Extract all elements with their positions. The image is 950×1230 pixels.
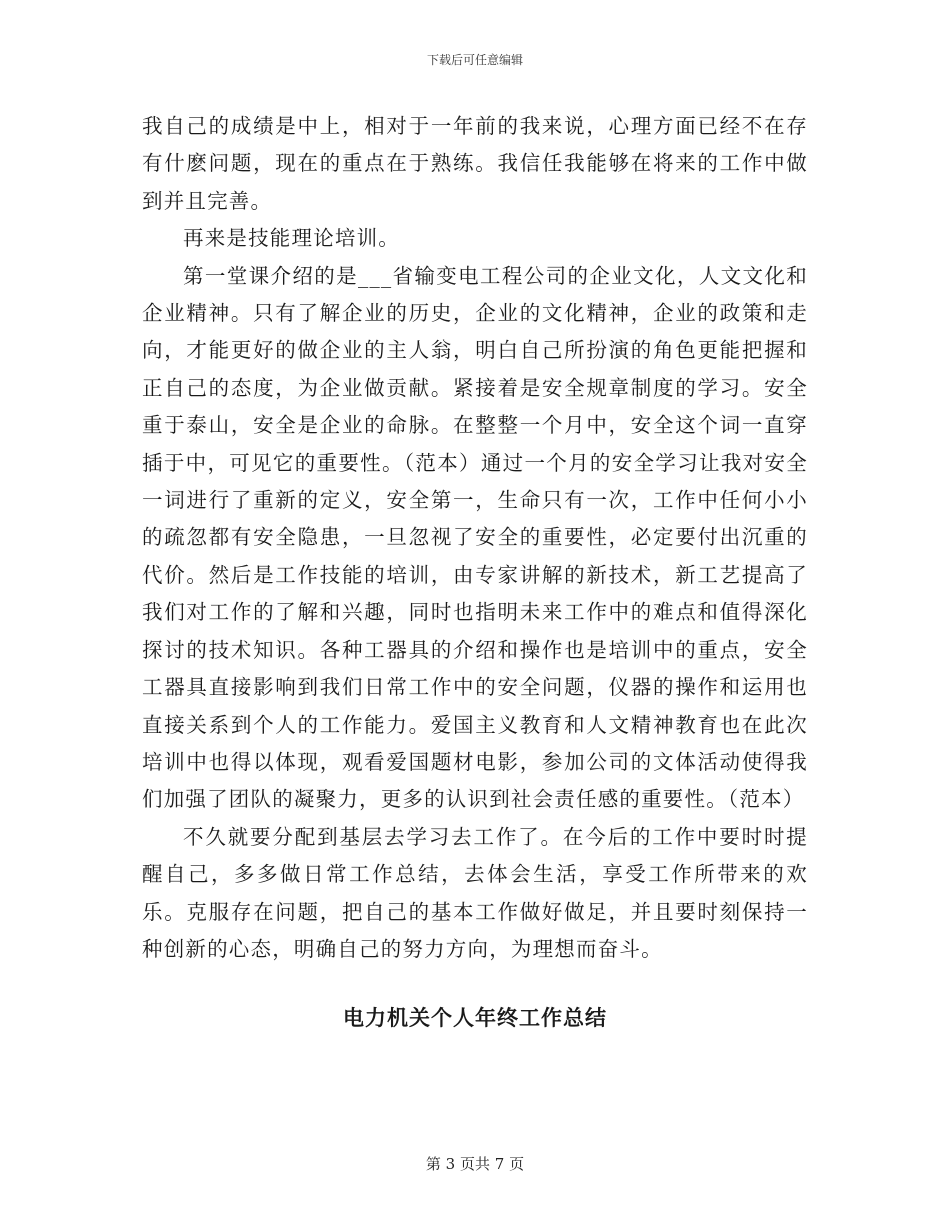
paragraph: 不久就要分配到基层去学习去工作了。在今后的工作中要时时提醒自己，多多做日常工作总结，去体会生活，享受工作所带来的欢乐。克服存在问题，把自己的基本工作做好做足，并且要时刻保持一种创新的心态，明确自己的努力方向，为理想而奋斗。 xyxy=(142,824,808,961)
paragraph: 再来是技能理论培训。 xyxy=(183,226,400,251)
paragraph: 我自己的成绩是中上，相对于一年前的我来说，心理方面已经不在存有什麽问题，现在的重点在于熟练。我信任我能够在将来的工作中做到并且完善。 xyxy=(142,114,808,213)
page-header: 下载后可任意编辑 xyxy=(426,53,523,67)
document-title: 电力机关个人年终工作总结 xyxy=(343,1006,607,1030)
page-number: 第 3 页共 7 页 xyxy=(425,1155,525,1173)
paragraph: 第一堂课介绍的是___省输变电工程公司的企业文化，人文文化和企业精神。只有了解企业的历史，企业的文化精神，企业的政策和走向，才能更好的做企业的主人翁，明白自己所扮演的角色更能把握和正自己的态度，为企业做贡献。紧接着是安全规章制度的学习。安全重于泰山，安全是企业的命脉。在整整一个月中，安全这个词一直穿插于中，可见它的重要性。（范本）通过一个月的安全学习让我对安全一词进行了重新的定义，安全第一，生命只有一次，工作中任何小小的疏忽都有安全隐患，一旦忽视了安全的重要性，必定要付出沉重的代价。然后是工作技能的培训，由专家讲解的新技术，新工艺提高了我们对工作的了解和兴趣，同时也指明未来工作中的难点和值得深化探讨的技术知识。各种工器具的介绍和操作也是培训中的重点，安全工器具直接影响到我们日常工作中的安全问题，仪器的操作和运用也直接关系到个人的工作能力。爱国主义教育和人文精神教育也在此次培训中也得以体现，观看爱国题材电影，参加公司的文体活动使得我们加强了团队的凝聚力，更多的认识到社会责任感的重要性。（范本） xyxy=(142,263,808,812)
document-body xyxy=(142,108,808,968)
